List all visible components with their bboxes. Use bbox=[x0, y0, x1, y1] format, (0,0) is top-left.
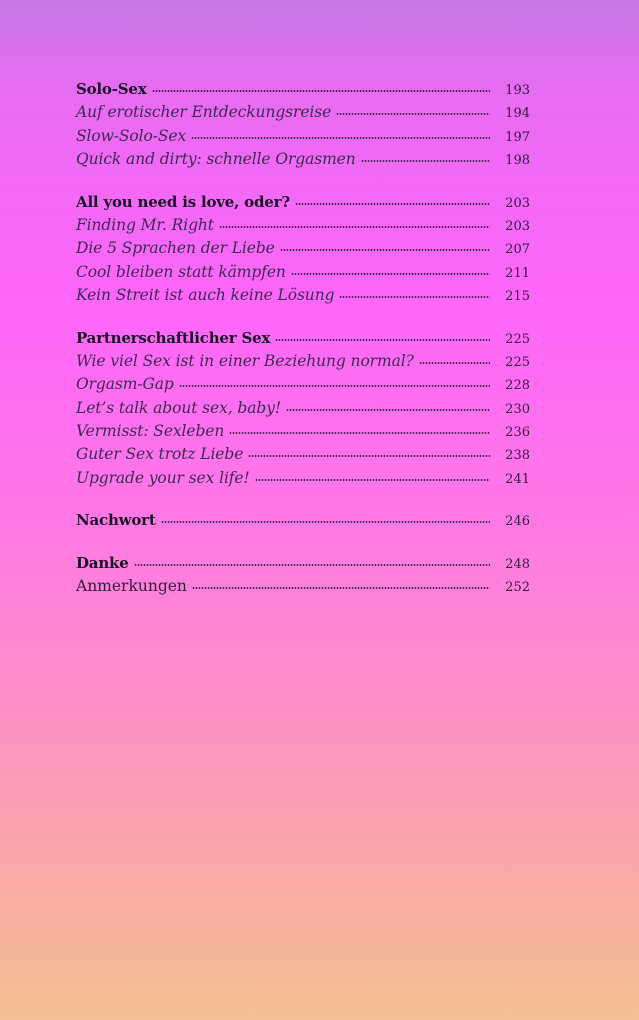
toc-entry-title: Auf erotischer Entdeckungsreise bbox=[76, 103, 332, 122]
toc-page-number: 252 bbox=[505, 580, 530, 596]
toc-section bbox=[76, 509, 530, 532]
toc-subentry bbox=[76, 214, 530, 237]
toc-entry-title: Solo-Sex bbox=[76, 80, 147, 98]
toc-page-number: 194 bbox=[505, 106, 530, 122]
toc-entry-title: Partnerschaftlicher Sex bbox=[76, 328, 271, 347]
dot-leader bbox=[339, 296, 490, 298]
toc-entry-title: Quick and dirty: schnelle Orgasmen bbox=[76, 150, 356, 169]
toc-entry-title: Cool bleiben statt kämpfen bbox=[76, 262, 286, 281]
toc-subentry bbox=[76, 575, 530, 598]
toc-entry-title: All you need is love, oder? bbox=[76, 192, 290, 211]
dot-leader bbox=[229, 432, 490, 434]
toc-page-number: 238 bbox=[505, 448, 530, 464]
dot-leader bbox=[255, 479, 490, 481]
toc-entry-title: Nachwort bbox=[76, 511, 156, 530]
toc-page-number: 211 bbox=[505, 265, 530, 281]
toc-subentry bbox=[76, 261, 530, 284]
toc-page-number: 228 bbox=[505, 378, 530, 394]
toc-page-number: 225 bbox=[505, 354, 530, 370]
toc-entry-title: Orgasm-Gap bbox=[76, 375, 174, 394]
dot-leader bbox=[134, 564, 490, 566]
toc-entry-title: Wie viel Sex ist in einer Beziehung normal? bbox=[76, 351, 414, 370]
toc-subentry bbox=[76, 148, 530, 171]
toc-subentry bbox=[76, 373, 530, 396]
toc-page-number: 215 bbox=[505, 289, 530, 305]
toc-section bbox=[76, 191, 530, 308]
dot-leader bbox=[152, 90, 491, 92]
toc-page-number: 230 bbox=[505, 401, 530, 417]
toc-entry-title: Upgrade your sex life! bbox=[76, 468, 250, 487]
toc-subentry bbox=[76, 397, 530, 420]
toc-subentry bbox=[76, 125, 530, 148]
toc-page-number: 203 bbox=[505, 195, 530, 211]
toc-subentry bbox=[76, 284, 530, 307]
toc-subentry bbox=[76, 467, 530, 490]
dot-leader bbox=[191, 137, 490, 139]
toc-page-number: 207 bbox=[505, 242, 530, 258]
toc-entry-title: Kein Streit ist auch keine Lösung bbox=[76, 286, 335, 305]
toc-page-number: 236 bbox=[505, 425, 530, 441]
toc-entry-title: Slow-Solo-Sex bbox=[76, 126, 187, 145]
dot-leader bbox=[291, 273, 490, 275]
dot-leader bbox=[295, 203, 490, 205]
toc-subentry bbox=[76, 101, 530, 124]
toc-entry-title: Die 5 Sprachen der Liebe bbox=[76, 239, 275, 258]
toc-entry-title: Let’s talk about sex, baby! bbox=[76, 398, 281, 417]
toc-entry-title: Guter Sex trotz Liebe bbox=[76, 445, 244, 464]
toc-page-number: 241 bbox=[505, 471, 530, 487]
dot-leader bbox=[419, 362, 490, 364]
toc-page-number: 246 bbox=[505, 514, 530, 530]
toc-subentry bbox=[76, 350, 530, 373]
toc-chapter-entry bbox=[76, 509, 530, 532]
table-of-contents bbox=[76, 78, 530, 617]
dot-leader bbox=[192, 587, 490, 589]
toc-page-number: 193 bbox=[505, 83, 530, 98]
toc-section bbox=[76, 327, 530, 491]
dot-leader bbox=[219, 226, 490, 228]
dot-leader bbox=[179, 385, 490, 387]
toc-entry-title: Finding Mr. Right bbox=[76, 215, 214, 234]
toc-page-number: 203 bbox=[505, 218, 530, 234]
toc-entry-title: Danke bbox=[76, 553, 129, 572]
toc-page-number: 197 bbox=[505, 129, 530, 145]
toc-chapter-entry bbox=[76, 327, 530, 350]
toc-chapter-entry bbox=[76, 78, 530, 101]
dot-leader bbox=[161, 521, 490, 523]
toc-page-number: 225 bbox=[505, 331, 530, 347]
dot-leader bbox=[336, 113, 490, 115]
toc-subentry bbox=[76, 443, 530, 466]
toc-section bbox=[76, 78, 530, 172]
dot-leader bbox=[361, 160, 490, 162]
dot-leader bbox=[248, 455, 490, 457]
dot-leader bbox=[280, 249, 490, 251]
toc-chapter-entry bbox=[76, 191, 530, 214]
dot-leader bbox=[275, 339, 490, 341]
toc-entry-title: Anmerkungen bbox=[76, 577, 187, 596]
toc-subentry bbox=[76, 237, 530, 260]
toc-section bbox=[76, 552, 530, 599]
toc-entry-title: Vermisst: Sexleben bbox=[76, 422, 225, 441]
toc-chapter-entry bbox=[76, 552, 530, 575]
toc-page-number: 198 bbox=[505, 153, 530, 169]
toc-page-number: 248 bbox=[505, 556, 530, 572]
dot-leader bbox=[286, 409, 490, 411]
toc-subentry bbox=[76, 420, 530, 443]
